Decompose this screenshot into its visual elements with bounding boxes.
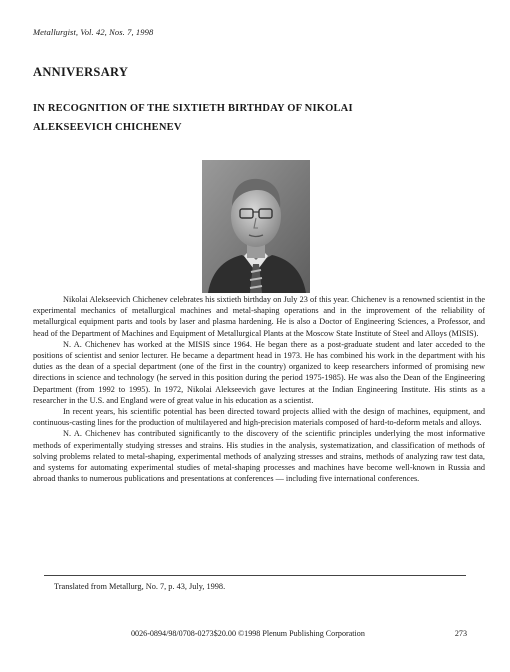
page-number: 273 <box>454 629 467 638</box>
translation-footnote: Translated from Metallurg, No. 7, p. 43, July, 1998. <box>54 582 226 591</box>
page-footer <box>131 629 467 638</box>
portrait-photo <box>202 160 310 293</box>
portrait-photo-icon <box>202 160 310 293</box>
body-paragraph: In recent years, his scientific potential has been directed toward projects allied with the design of machines, equipment, and continuous-casting lines for the production of multilayered and high-precision materials composed of hard-to-deform metals and alloys. <box>33 407 485 428</box>
title-line: ALEKSEEVICH CHICHENEV <box>33 122 182 133</box>
body-paragraph: N. A. Chichenev has worked at the MISIS since 1964. He began there as a post-graduate student and later acceded to the positions of scientist and senior lecturer. He became a department head in 1973. He has combined his work in the department with his duties as the dean of a special department (one of the first in the country) organized to keep researchers informed of promising new directions in science and technology (he served in this position during the period 1975-1985). He was also the Dean of the Engineering Department (from 1992 to 1995). In 1972, Nikolai Alekseevich gave lectures at the Indian Engineering Institute. His stints as a researcher in the U.S. and England were of great value in his education as a scientist. <box>33 339 485 405</box>
body-paragraph: N. A. Chichenev has contributed significantly to the discovery of the scientific principles underlying the most informative methods of experimentally studying stresses and strains. His studies in the analysis, systematization, and classification of methods of solving problems related to metal-shaping, experimental methods of analyzing stresses and strains, methods of analyzing raw test data, and systems for automating experimental studies of metal-shaping processes and machines have become well-known in Russia and abroad thanks to numerous publications and presentations at conferences — including five international conferences. <box>33 429 485 484</box>
article-body <box>33 294 485 484</box>
footnote-divider <box>44 575 466 576</box>
journal-reference: Metallurgist, Vol. 42, Nos. 7, 1998 <box>33 27 154 37</box>
title-line: IN RECOGNITION OF THE SIXTIETH BIRTHDAY OF NIKOLAI <box>33 103 353 114</box>
copyright-line: 0026-0894/98/0708-0273$20.00 ©1998 Plenum Publishing Corporation <box>131 629 365 638</box>
article-title <box>33 99 453 137</box>
body-paragraph: Nikolai Alekseevich Chichenev celebrates his sixtieth birthday on July 23 of this year. Chichenev is a renowned scientist in the experimental mechanics of metallurgical machines and metal-shaping operations and in the improvement of the reliability of metallurgical equipment parts and tools by laser and plasma hardening. He is also a Doctor of Engineering Sciences, a Professor, and head of the Department of Machines and Equipment of Metallurgical Plants at the Moscow State Institute of Steel and Alloys (MISIS). <box>33 295 485 338</box>
section-label: ANNIVERSARY <box>33 65 129 79</box>
